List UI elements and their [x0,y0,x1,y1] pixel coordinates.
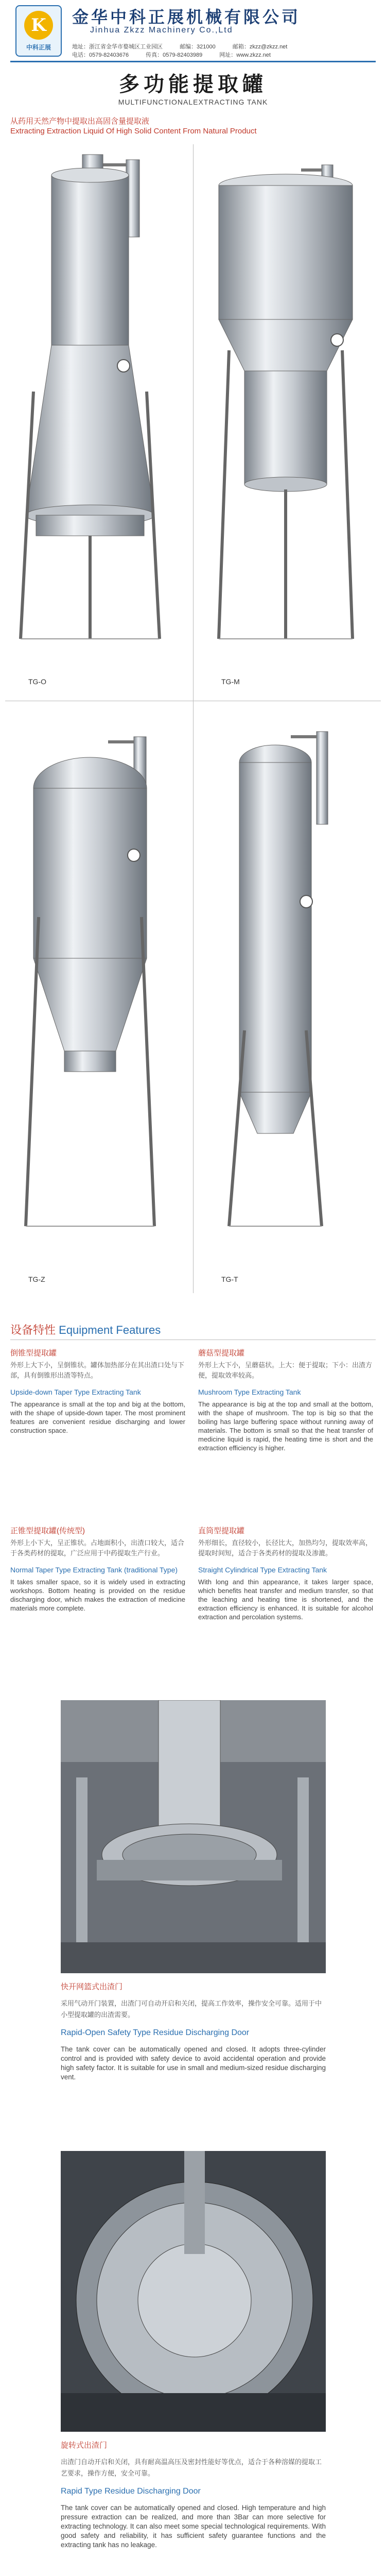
tank-drawing-tg-t [198,721,383,1267]
feature-upside-down-taper [10,1347,185,1435]
block-body-en: The tank cover can be automatically opened and closed. It adopts three-cylinder control and is provided with safety device to avoid accidental operation and provide high safety factor. It is suitable for use in small and medium-sized residue discharging vent. [61,2045,326,2081]
website[interactable]: 网址：www.zkzz.net [219,52,271,58]
tank-drawing-tg-m [198,144,383,675]
email[interactable]: 邮箱：zkzz@zkzz.net [232,44,288,50]
feature-normal-taper [10,1525,185,1613]
logo-k-icon: K [24,11,53,40]
intro-cn: 从药用天然产物中提取出高固含量提取液 [10,117,150,126]
model-label-tg-o: TG-O [28,677,46,686]
photo-rotary-door [61,2151,326,2432]
page-title: 多功能提取罐 [119,72,267,96]
company-name-cn: 金华中科正展机械有限公司 [72,7,301,27]
tank-drawing-tg-z [5,721,190,1267]
block-heading-en: Rapid Type Residue Discharging Door [61,2487,201,2496]
feature-heading-en: Mushroom Type Extracting Tank [198,1388,301,1396]
block-heading-cn: 快开网篮式出渣门 [61,1982,123,1991]
intro-en: Extracting Extraction Liquid Of High Solid Content From Natural Product [10,127,257,135]
company-name-en: Jinhua Zkzz Machinery Co.,Ltd [90,26,233,35]
divider-top-vertical [193,144,194,706]
feature-body-en: It takes smaller space, so it is widely used in extracting workshops. Bottom heating is provided on the residue discharging door, which makes the extraction of medicine materials more complete. [10,1578,185,1612]
block-heading-en: Rapid-Open Safety Type Residue Discharging Door [61,2028,250,2037]
zip-code: 邮编：321000 [180,44,216,50]
telephone: 电话：0579-82403676 [72,52,129,58]
model-label-tg-t: TG-T [221,1275,238,1283]
header-divider [10,61,376,62]
feature-body-cn: 外形上小下大，呈正锥状。占地面积小，出渣口较大，适合于各类药材的提取，广泛应用于中药提取生产行业。 [10,1539,185,1557]
page-subtitle: MULTIFUNCTIONALEXTRACTING TANK [118,98,268,106]
feature-body-en: With long and thin appearance, it takes larger space, which benefits heat transfer and medium transfer, so that the leaching and heating time is shortened, and the extraction efficiency is enhanced. It is suitable for alcohol extraction and percolation systems. [198,1578,373,1621]
contact-row-1 [72,42,303,50]
fax: 传真：0579-82403989 [146,52,203,58]
model-label-tg-m: TG-M [221,677,240,686]
feature-heading-en: Normal Taper Type Extracting Tank (traditional Type) [10,1566,178,1574]
feature-body-en: The appearance is big at the top and small at the bottom, with the shape of mushroom. The top is big so that the boiling has large buffering space without running away of materials. The bottom is small so that the heat transfer of medicine liquid is rapid, the heating time is short and the extraction efficiency is higher. [198,1400,373,1452]
feature-body-cn: 外形上大下小，呈蘑菇状。上大：便于提取；下小：出渣方便，提取效率较高。 [198,1361,373,1379]
company-logo [15,5,62,57]
feature-body-en: The appearance is small at the top and big at the bottom, with the shape of upside-down taper. The most prominent features are convenient residue discharging and lower construction space. [10,1400,185,1434]
block-body-cn: 出渣门自动开启和关闭，具有耐高温高压及密封性能好等优点，适合于各种溶媒的提取工艺要求，操作方便，安全可靠。 [61,2458,322,2477]
feature-straight-cylindrical [198,1525,373,1621]
feature-heading-en: Upside-down Taper Type Extracting Tank [10,1388,141,1396]
feature-body-cn: 外形上大下小，呈倒锥状。罐体加热部分在其出渣口处与下部，具有倒锥形出渣等特点。 [10,1361,185,1379]
block-rapid-open-door [61,1981,326,2082]
block-heading-cn: 旋转式出渣门 [61,2441,108,2450]
block-body-cn: 采用气动开门装置，出渣门可自动开启和关闭，提高工作效率，操作安全可靠。适用于中小型提取罐的出渣需要。 [61,1999,322,2019]
feature-mushroom [198,1347,373,1452]
photo-rapid-open-door [61,1700,326,1973]
block-body-en: The tank cover can be automatically opened and closed. High temperature and high pressure extraction can be realized, and more than 3Bar can more selective for extracting technology. It can also meet some special technological requirements. With good safety and reliability, it has sufficient safety guarantee functions and the extracting tank has no leakage. [61,2504,326,2549]
feature-heading-cn: 蘑菇型提取罐 [198,1349,245,1358]
features-title-en: Equipment Features [59,1324,161,1336]
tank-drawing-tg-o [5,144,190,675]
block-rotary-door [61,2439,326,2550]
model-label-tg-z: TG-Z [28,1275,45,1283]
feature-heading-cn: 直筒型提取罐 [198,1527,245,1535]
feature-heading-cn: 倒锥型提取罐 [10,1349,57,1358]
divider-bottom-vertical [193,706,194,1293]
header [0,0,386,62]
address: 地址：浙江省金华市婺城区工业园区 [72,44,163,50]
features-title-cn: 设备特性 [10,1324,56,1336]
feature-body-cn: 外形细长，直径较小，长径比大，加热均匀，提取效率高，提取时间短，适合于各类药材的提取及渗漉。 [198,1539,373,1557]
feature-heading-cn: 正锥型提取罐(传统型) [10,1527,85,1535]
logo-text: 中科正展 [26,43,51,51]
features-title [10,1321,161,1337]
contact-row-2 [72,50,286,59]
feature-heading-en: Straight Cylindrical Type Extracting Tank [198,1566,327,1574]
